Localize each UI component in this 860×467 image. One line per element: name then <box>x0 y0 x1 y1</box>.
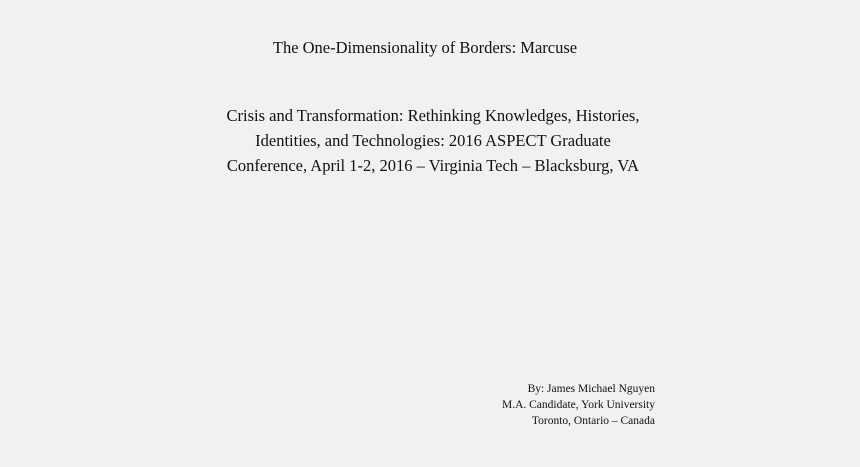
author-name: By: James Michael Nguyen <box>527 383 655 395</box>
conference-line: Identities, and Technologies: 2016 ASPECT Graduate <box>255 131 611 150</box>
conference-info <box>120 103 746 178</box>
conference-line: Conference, April 1-2, 2016 – Virginia Tech – Blacksburg, VA <box>226 156 640 175</box>
author-affiliation: M.A. Candidate, York University <box>501 399 655 411</box>
author-location: Toronto, Ontario – Canada <box>531 415 655 427</box>
page-title: The One-Dimensionality of Borders: Marcuse <box>272 38 578 57</box>
author-byline <box>502 381 655 429</box>
conference-line: Crisis and Transformation: Rethinking Knowledges, Histories, <box>226 106 640 125</box>
